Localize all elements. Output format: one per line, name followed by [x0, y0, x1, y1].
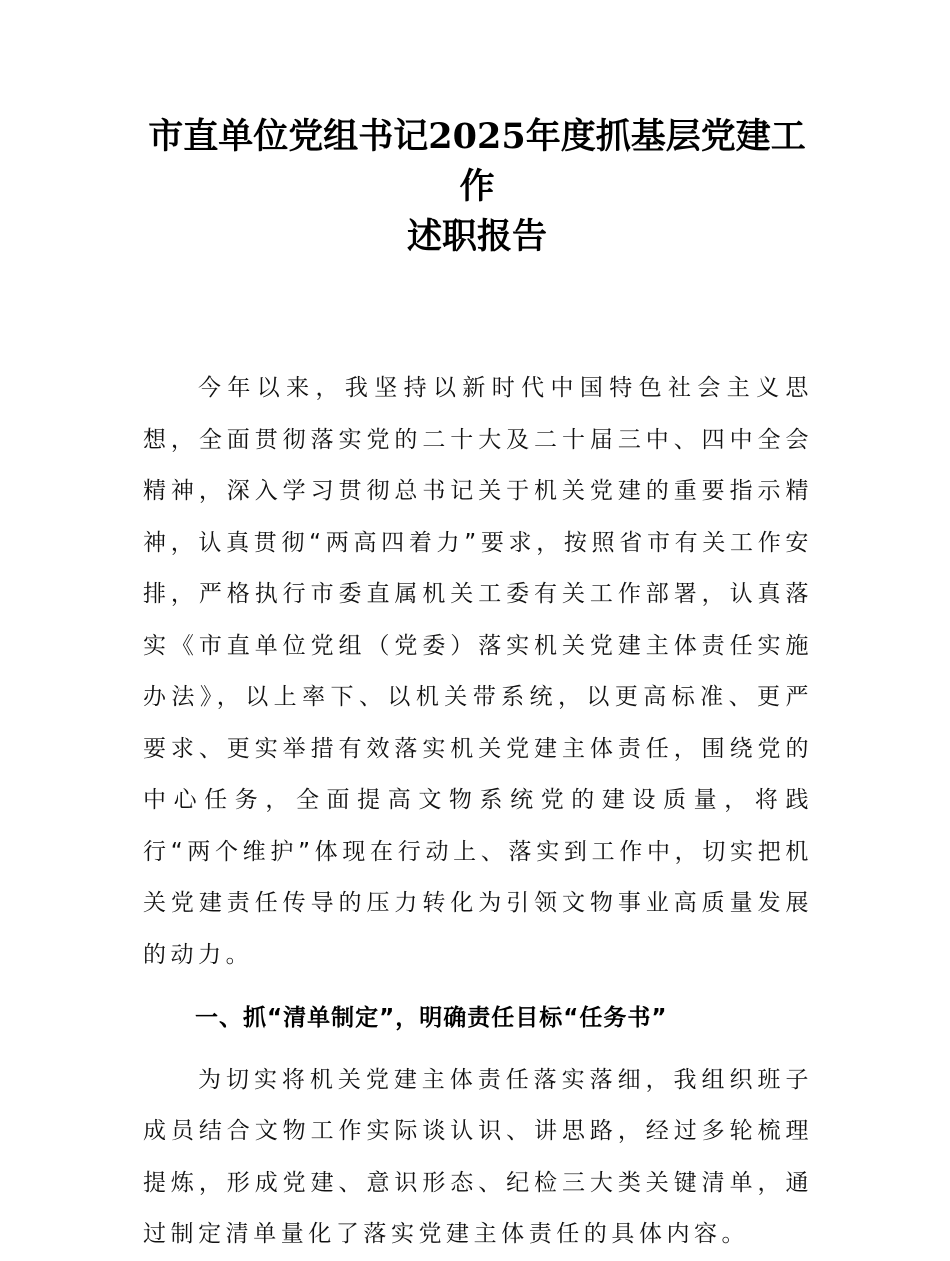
intro-paragraph: 今年以来，我坚持以新时代中国特色社会主义思想，全面贯彻落实党的二十大及二十届三中、四中全会精神，深入学习贯彻总书记关于机关党建的重要指示精神，认真贯彻“两高四着力”要求，按照省市有关工作安排，严格执行市委直属机关工委有关工作部署，认真落实《市直单位党组（党委）落实机关党建主体责任实施办法》，以上率下、以机关带系统，以更高标准、更严要求、更实举措有效落实机关党建主体责任，围绕党的中心任务，全面提高文物系统党的建设质量，将践行“两个维护”体现在行动上、落实到工作中，切实把机关党建责任传导的压力转化为引领文物事业高质量发展的动力。 [143, 375, 813, 968]
intro-section [143, 363, 813, 981]
title-line-2: 述职报告 [406, 216, 547, 257]
title-line-1: 市直单位党组书记2025年度抓基层党建工作 [148, 116, 806, 207]
section-1 [143, 993, 813, 1261]
section-paragraph: 为切实将机关党建主体责任落实落细，我组织班子成员结合文物工作实际谈认识、讲思路，经过多轮梳理提炼，形成党建、意识形态、纪检三大类关键清单，通过制定清单量化了落实党建主体责任的具体内容。 [143, 1066, 813, 1247]
section-heading: 一、抓“清单制定”，明确责任目标“任务书” [195, 1005, 668, 1031]
document-page [143, 112, 813, 1261]
document-title [137, 112, 817, 262]
